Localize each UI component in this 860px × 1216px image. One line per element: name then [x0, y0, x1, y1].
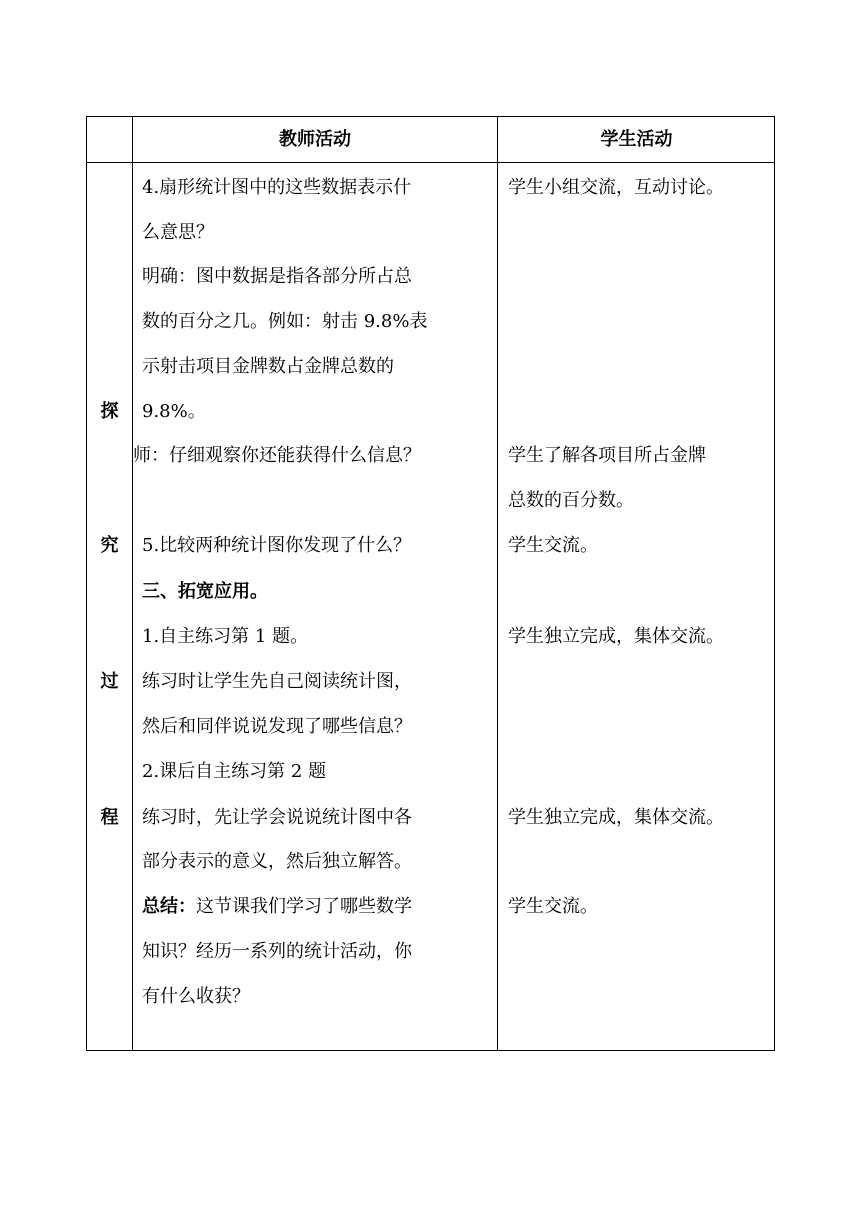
table-divider-left [132, 117, 133, 1050]
teacher-line: 1.自主练习第 1 题。 [142, 626, 309, 647]
side-label-char: 程 [100, 807, 119, 828]
teacher-line: 然后和同伴说说发现了哪些信息？ [142, 716, 412, 737]
teacher-line: 5.比较两种统计图你发现了什么？ [142, 535, 412, 556]
student-line: 总数的百分数。 [508, 490, 634, 511]
teacher-line: 练习时让学生先自己阅读统计图， [142, 671, 412, 692]
teacher-line: 师：仔细观察你还能获得什么信息？ [133, 445, 421, 466]
teacher-line: 4.扇形统计图中的这些数据表示什 [142, 177, 412, 198]
header-teacher-activity: 教师活动 [279, 129, 351, 150]
table-header-divider [87, 162, 774, 163]
summary-line [142, 892, 412, 922]
teacher-line: 有什么收获？ [142, 986, 250, 1007]
teacher-line: 部分表示的意义，然后独立解答。 [142, 851, 412, 872]
student-line: 学生独立完成，集体交流。 [508, 807, 724, 828]
student-line: 学生独立完成，集体交流。 [508, 626, 724, 647]
student-line: 学生小组交流，互动讨论。 [508, 177, 724, 198]
teacher-line: 明确：图中数据是指各部分所占总 [142, 266, 412, 287]
side-label-char: 探 [100, 401, 119, 422]
header-student-activity: 学生活动 [600, 129, 673, 150]
teacher-line: 知识？经历一系列的统计活动，你 [142, 941, 412, 962]
teacher-line: 示射击项目金牌数占金牌总数的 [142, 356, 394, 377]
teacher-line: 2.课后自主练习第 2 题 [142, 761, 327, 782]
summary-label: 总结： [142, 896, 196, 917]
lesson-table [86, 116, 775, 1051]
section-heading: 三、拓宽应用。 [142, 581, 268, 602]
teacher-line: 数的百分之几。例如：射击 9.8%表 [142, 311, 428, 332]
side-label-char: 过 [100, 671, 119, 692]
teacher-line: 9.8%。 [142, 401, 206, 422]
student-line: 学生交流。 [508, 896, 598, 917]
student-line: 学生交流。 [508, 535, 598, 556]
student-line: 学生了解各项目所占金牌 [508, 445, 706, 466]
teacher-line: 么意思？ [142, 222, 214, 243]
summary-text: 这节课我们学习了哪些数学 [196, 896, 412, 917]
table-divider-middle [497, 117, 498, 1050]
side-label-char: 究 [100, 535, 119, 556]
teacher-line: 练习时，先让学会说说统计图中各 [142, 807, 412, 828]
